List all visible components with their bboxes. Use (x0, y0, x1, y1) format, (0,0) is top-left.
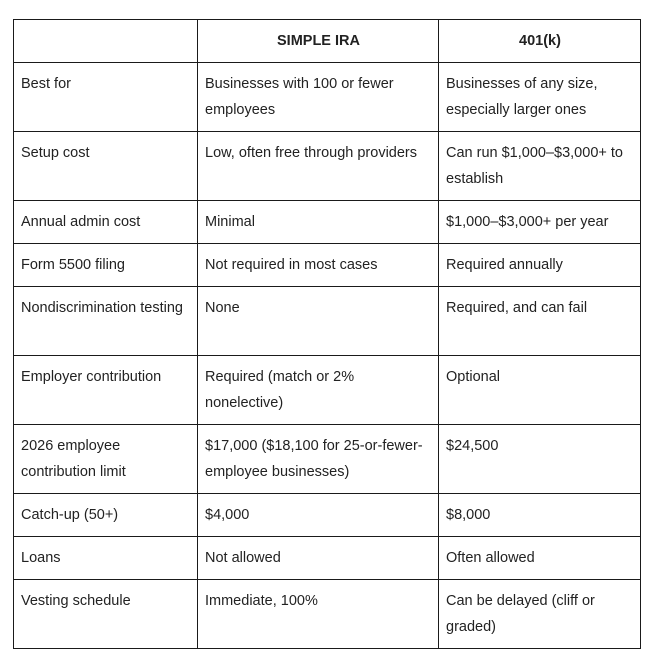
row-label: 2026 employee contribution limit (14, 425, 198, 494)
simple-ira-cell: None (198, 287, 439, 356)
header-empty-cell (14, 20, 198, 63)
k401-cell: $24,500 (439, 425, 641, 494)
k401-cell: Often allowed (439, 537, 641, 580)
simple-ira-cell: $17,000 ($18,100 for 25-or-fewer-employee businesses) (198, 425, 439, 494)
row-label: Vesting schedule (14, 580, 198, 649)
simple-ira-cell: Not allowed (198, 537, 439, 580)
table-row (14, 132, 641, 201)
k401-cell: $1,000–$3,000+ per year (439, 201, 641, 244)
comparison-table-container (13, 19, 641, 649)
header-401k: 401(k) (439, 20, 641, 63)
table-row (14, 244, 641, 287)
table-row (14, 63, 641, 132)
table-row (14, 287, 641, 356)
header-simple-ira: SIMPLE IRA (198, 20, 439, 63)
table-row (14, 494, 641, 537)
row-label: Employer contribution (14, 356, 198, 425)
table-row (14, 580, 641, 649)
row-label: Loans (14, 537, 198, 580)
simple-ira-cell: Businesses with 100 or fewer employees (198, 63, 439, 132)
k401-cell: Required, and can fail (439, 287, 641, 356)
row-label: Setup cost (14, 132, 198, 201)
k401-cell: Can be delayed (cliff or graded) (439, 580, 641, 649)
row-label: Nondiscrimination testing (14, 287, 198, 356)
row-label: Annual admin cost (14, 201, 198, 244)
simple-ira-cell: $4,000 (198, 494, 439, 537)
k401-cell: Can run $1,000–$3,000+ to establish (439, 132, 641, 201)
row-label: Form 5500 filing (14, 244, 198, 287)
k401-cell: Optional (439, 356, 641, 425)
simple-ira-cell: Low, often free through providers (198, 132, 439, 201)
simple-ira-cell: Immediate, 100% (198, 580, 439, 649)
table-row (14, 201, 641, 244)
header-row (14, 20, 641, 63)
simple-ira-cell: Minimal (198, 201, 439, 244)
table-row (14, 537, 641, 580)
k401-cell: Businesses of any size, especially larger ones (439, 63, 641, 132)
table-row (14, 425, 641, 494)
table-row (14, 356, 641, 425)
k401-cell: Required annually (439, 244, 641, 287)
comparison-table (13, 19, 641, 649)
simple-ira-cell: Required (match or 2% nonelective) (198, 356, 439, 425)
row-label: Best for (14, 63, 198, 132)
k401-cell: $8,000 (439, 494, 641, 537)
row-label: Catch-up (50+) (14, 494, 198, 537)
simple-ira-cell: Not required in most cases (198, 244, 439, 287)
